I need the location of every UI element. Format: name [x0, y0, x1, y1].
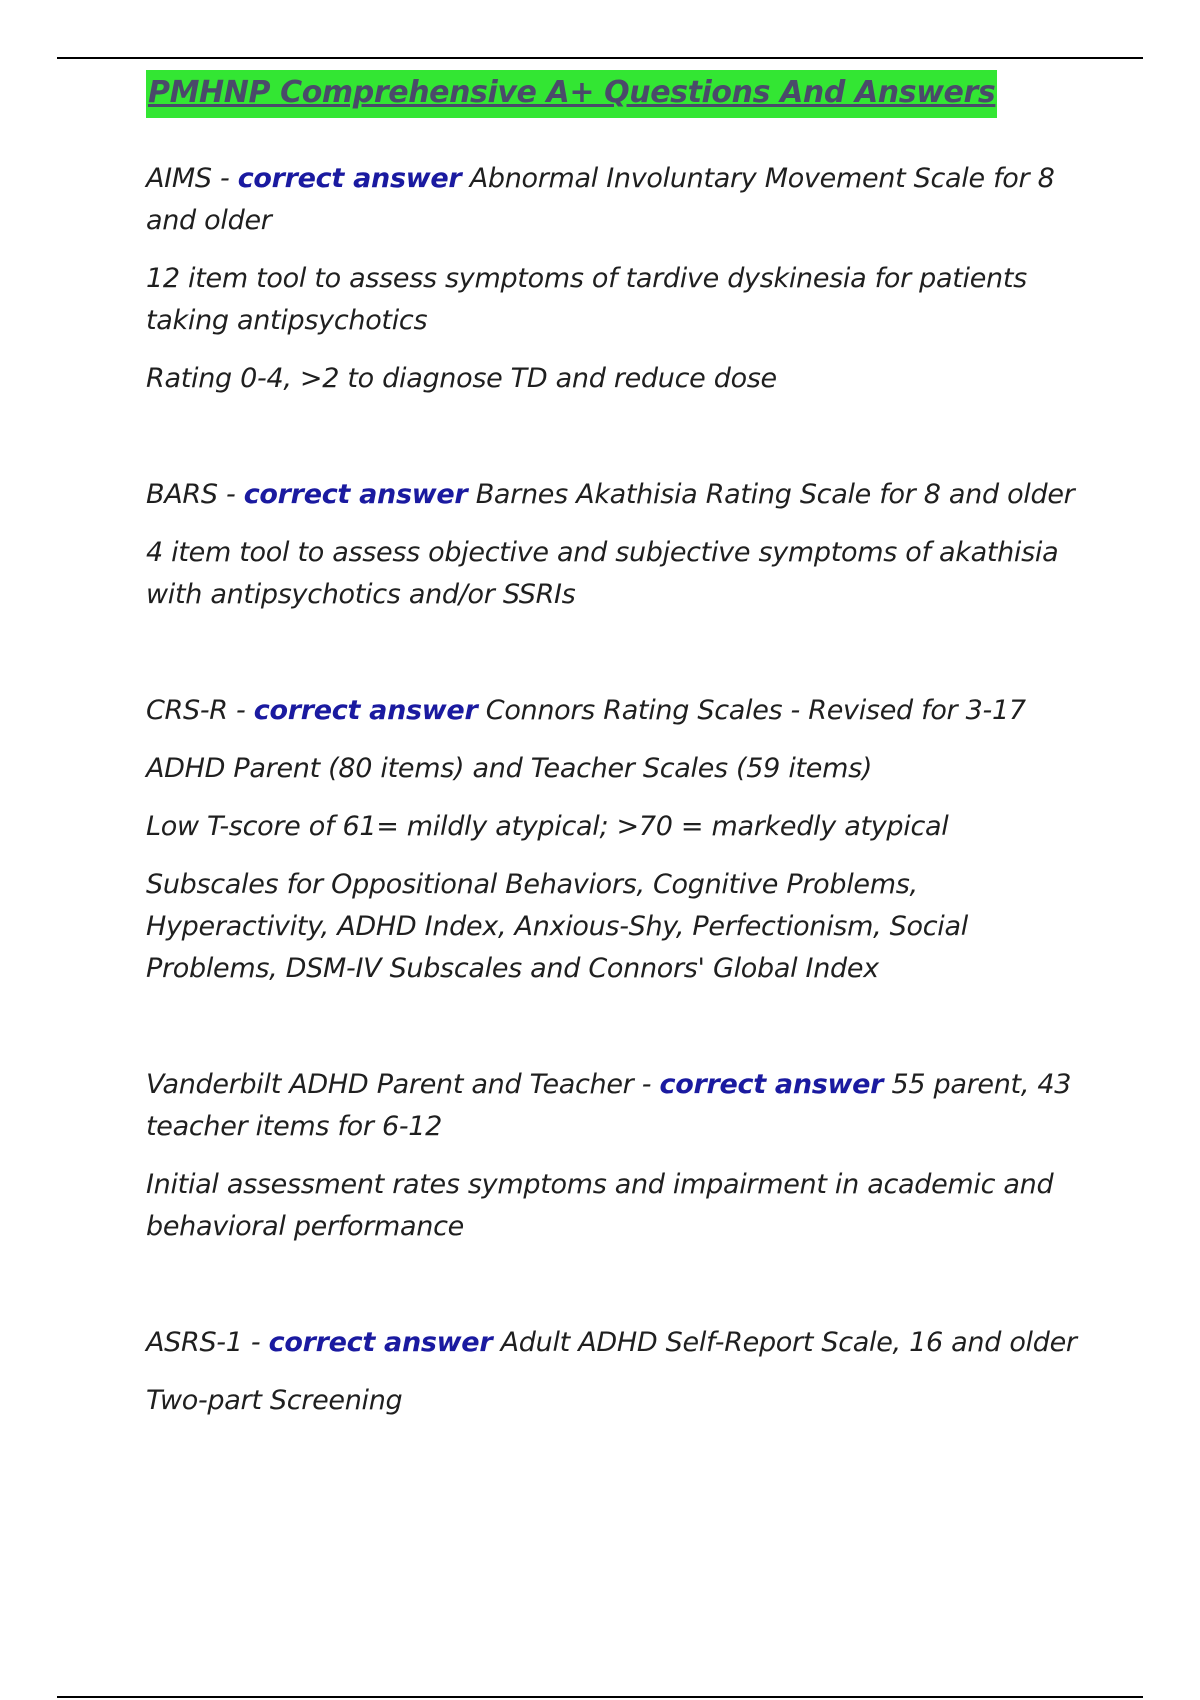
entry-answer: Adult ADHD Self-Report Scale, 16 and older	[500, 1327, 1077, 1358]
correct-answer-label: correct answer	[268, 1327, 493, 1358]
entry-detail: Two-part Screening	[146, 1385, 403, 1416]
entry-asrs-1	[146, 1322, 1092, 1422]
entry-term: BARS -	[146, 479, 244, 510]
entry-term: AIMS -	[146, 163, 238, 194]
entry-detail: Subscales for Oppositional Behaviors, Cognitive Problems, Hyperactivity, ADHD Index, Anxious-Shy, Perfectionism, Social Problems, DSM-IV Subscales and Connors' Global Index	[146, 869, 968, 984]
bottom-rule	[57, 1696, 1143, 1698]
entry-heading	[146, 158, 1092, 242]
entry-detail: 12 item tool to assess symptoms of tardive dyskinesia for patients taking antipsychotics	[146, 263, 1027, 336]
entry-crs-r	[146, 690, 1092, 990]
entry-term: CRS-R -	[146, 695, 254, 726]
entry-answer: 55 parent, 43 teacher items for 6-12	[146, 1069, 1072, 1142]
entry-heading	[146, 1064, 1092, 1148]
entry-heading	[146, 474, 1092, 516]
entry-answer: Barnes Akathisia Rating Scale for 8 and older	[475, 479, 1075, 510]
document-body	[146, 70, 1092, 1496]
entry-detail: Rating 0-4, >2 to diagnose TD and reduce dose	[146, 363, 777, 394]
entry-detail: Low T-score of 61= mildly atypical; >70 = markedly atypical	[146, 811, 949, 842]
entry-aims	[146, 158, 1092, 400]
entry-heading	[146, 1322, 1092, 1364]
entry-vanderbilt	[146, 1064, 1092, 1248]
entry-answer: Connors Rating Scales - Revised for 3-17	[485, 695, 1026, 726]
entry-detail: ADHD Parent (80 items) and Teacher Scales (59 items)	[146, 753, 873, 784]
entry-detail: Initial assessment rates symptoms and impairment in academic and behavioral performance	[146, 1169, 1054, 1242]
entry-heading	[146, 690, 1092, 732]
entry-term: Vanderbilt ADHD Parent and Teacher -	[146, 1069, 660, 1100]
correct-answer-label: correct answer	[253, 695, 478, 726]
top-rule	[57, 57, 1143, 59]
correct-answer-label: correct answer	[237, 163, 462, 194]
correct-answer-label: correct answer	[243, 479, 468, 510]
entry-term: ASRS-1 -	[146, 1327, 269, 1358]
entry-detail: 4 item tool to assess objective and subjective symptoms of akathisia with antipsychotics and/or SSRIs	[146, 537, 1059, 610]
document-title: PMHNP Comprehensive A+ Questions And Answers	[146, 70, 997, 118]
entry-answer: Abnormal Involuntary Movement Scale for 8 and older	[146, 163, 1055, 236]
correct-answer-label: correct answer	[659, 1069, 884, 1100]
entry-bars	[146, 474, 1092, 616]
